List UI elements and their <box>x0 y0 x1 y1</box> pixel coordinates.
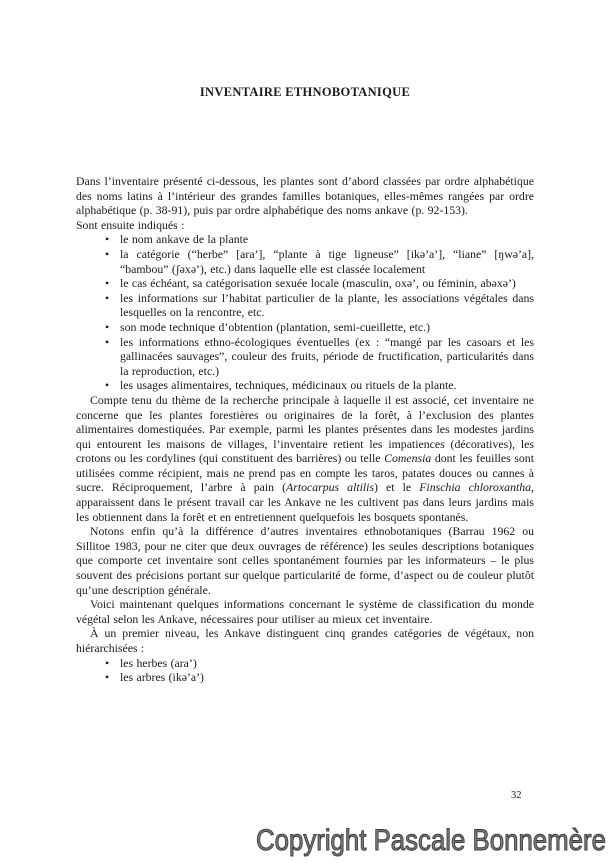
list-item: • les usages alimentaires, techniques, médicinaux ou rituels de la plante. <box>76 378 534 393</box>
paragraph-compte <box>76 393 534 524</box>
list-item: • les informations sur l’habitat particulier de la plante, les associations végétales dans lesquelles on la rencontre, etc. <box>76 291 534 320</box>
list-item: • son mode technique d’obtention (plantation, semi-cueillette, etc.) <box>76 320 534 335</box>
species-name: Finschia chloroxantha <box>419 480 532 495</box>
text-segment: , apparaissent dans le présent travail car les Ankave ne les cultivent pas dans leurs jardins mais les obtiennent dans la forêt et en entretiennent quelquefois les bosquets spontanés. <box>76 480 534 524</box>
list-item: • les informations ethno-écologiques éventuelles (ex : “mangé par les casoars et les gallinacées sauvages”, couleur des fruits, période de fructification, particularités dans la reproduction, etc.) <box>76 335 534 379</box>
paragraph-niveau: À un premier niveau, les Ankave distinguent cinq grandes catégories de végétaux, non hiérarchisées : <box>76 626 534 655</box>
intro-paragraph: Dans l’inventaire présenté ci-dessous, les plantes sont d’abord classées par ordre alphabétique des noms latins à l’intérieur des grandes familles botaniques, elles-mêmes rangées par ordre alphabétique (p. 38-91), puis par ordre alphabétique des noms ankave (p. 92-153). <box>76 174 534 218</box>
page-body <box>76 174 534 685</box>
paragraph-voici: Voici maintenant quelques informations concernant le système de classification du monde végétal selon les Ankave, nécessaires pour utiliser au mieux cet inventaire. <box>76 597 534 626</box>
list-item: • les arbres (ikə’a’) <box>76 670 534 685</box>
text-segment: Compte tenu du thème de la recherche principale à laquelle il est associé, cet inventaire ne concerne que les plantes forestières ou originaires de la forêt, à l’exclusion des plantes alimentaires domestiquées. Par exemple, parmi les plantes présentes dans les modestes jardins qui entourent les maisons de villages, l’inventaire retient les impatiences (décoratives), les crotons ou les cordylines (qui constituent des barrières) ou telle <box>76 392 534 466</box>
text-segment: ) et le <box>374 480 420 495</box>
list-item: • la catégorie (“herbe” [ara’], “plante à tige ligneuse” [ikə’a’], “liane” [ŋwə’a], “bambou” (ʃəxə’), etc.) dans laquelle elle est classée localement <box>76 247 534 276</box>
lead-in-line: Sont ensuite indiqués : <box>76 217 185 232</box>
paragraph-notons: Notons enfin qu’à la différence d’autres inventaires ethnobotaniques (Barrau 1962 ou Sillitoe 1983, pour ne citer que deux ouvrages de référence) les seules descriptions botaniques que comporte cet inventaire sont celles spontanément fournies par les informateurs – le plus souvent des précisions portant sur quelque particularité de forme, d’aspect ou de couleur plutôt qu’une description générale. <box>76 524 534 597</box>
list-item: • les herbes (ara’) <box>76 656 534 671</box>
page-number: 32 <box>511 790 522 801</box>
list-item: • le nom ankave de la plante <box>76 232 534 247</box>
indications-list <box>76 232 534 393</box>
page-title: INVENTAIRE ETHNOBOTANIQUE <box>199 85 411 99</box>
text-segment: dont les feuilles sont utilisées comme récipient, mais ne prend pas en compte les taros, patates douces ou cannes à sucre. Réciproquement, l’arbre à pain ( <box>76 451 534 495</box>
copyright-watermark: Copyright Pascale Bonnemère <box>256 824 606 857</box>
categories-list <box>76 656 534 685</box>
species-name: Comensia <box>384 451 432 466</box>
species-name: Artocarpus altilis <box>286 480 375 495</box>
list-item: • le cas échéant, sa catégorisation sexuée locale (masculin, oxə’, ou féminin, abəxə’) <box>76 276 534 291</box>
